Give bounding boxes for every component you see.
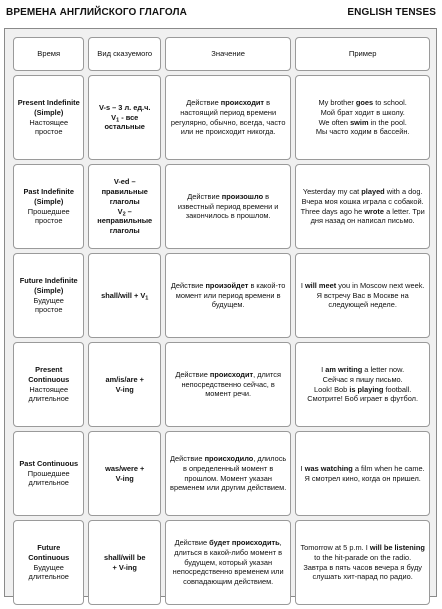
- meaning-keyword: происходит: [220, 97, 265, 107]
- example-verb: am writing: [325, 364, 363, 374]
- form-text: глаголы: [109, 226, 140, 236]
- example-cell: [295, 431, 430, 516]
- form-text: shall/will be: [103, 552, 146, 562]
- meaning-text: , длиться в какой-либо момент в будущем, который указан непосредственно временем или совпадающим действием.: [172, 538, 284, 587]
- tense-name-ru: простое: [35, 216, 63, 226]
- tense-name-ru: длительное: [28, 478, 69, 488]
- tenses-table: [9, 33, 434, 609]
- tense-name-en: Continuous: [28, 374, 70, 384]
- form-cell: [88, 75, 161, 160]
- table-row: [13, 520, 430, 605]
- example-text: We often: [318, 117, 351, 127]
- form-text: V: [111, 112, 117, 122]
- page-title-ru: ВРЕМЕНА АНГЛИЙСКОГО ГЛАГОЛА: [6, 6, 187, 18]
- example-cell: [295, 342, 430, 427]
- meaning-cell: [165, 342, 291, 427]
- example-text: Tomorrow at 5 p.m. I: [300, 542, 370, 552]
- example-verb: is playing: [349, 384, 384, 394]
- tense-name-ru: простое: [35, 127, 63, 137]
- example-translation: Сейчас я пишу письмо.: [322, 374, 403, 384]
- example-verb: played: [361, 186, 385, 196]
- example-text: Yesterday my cat: [302, 186, 362, 196]
- form-text: неправильные: [97, 216, 153, 226]
- example-text: a film when he came.: [352, 463, 425, 473]
- form-text: глаголы: [109, 196, 140, 206]
- tense-name-ru: Прошедшее: [27, 468, 70, 478]
- meaning-keyword: будет происходить: [209, 538, 280, 548]
- form-cell: [88, 431, 161, 516]
- meaning-text: в настоящий период времени регулярно, обычно, всегда, часто или не происходит никогда.: [170, 97, 286, 137]
- tense-name-ru: Будущее: [33, 295, 64, 305]
- example-verb: wrote: [364, 206, 385, 216]
- example-verb: will meet: [304, 280, 337, 290]
- tense-name-en: Future Indefinite: [19, 275, 78, 285]
- example-text: you in Moscow next week. Я встречу Вас в Москве на следующей неделе.: [316, 280, 425, 310]
- tense-cell: [13, 253, 84, 338]
- example-translation: Я смотрел кино, когда он пришел.: [304, 473, 421, 483]
- form-text: V-ed –: [113, 177, 136, 187]
- meaning-text: Действие: [174, 538, 210, 548]
- meaning-cell: [165, 164, 291, 249]
- meaning-text: Действие: [186, 97, 221, 107]
- example-text: to the hit-parade on the radio.: [314, 552, 412, 562]
- form-text: правильные: [101, 186, 148, 196]
- tense-name-ru: Настоящее: [29, 117, 69, 127]
- example-verb: swim: [350, 117, 369, 127]
- tense-cell: [13, 431, 84, 516]
- tense-name-ru: простое: [35, 305, 63, 315]
- meaning-cell: [165, 431, 291, 516]
- example-verb: was watching: [304, 463, 353, 473]
- example-cell: [295, 520, 430, 605]
- meaning-text: , длилось в определенный момент в прошлом. Момент указан временем или другим действием.: [170, 453, 287, 493]
- tense-name-en: (Simple): [34, 107, 64, 117]
- meaning-cell: [165, 253, 291, 338]
- table-row: [13, 164, 430, 249]
- example-translation: Мой брат ходит в школу.: [320, 107, 405, 117]
- form-text: was/were +: [105, 463, 145, 473]
- example-text: a letter now.: [362, 364, 405, 374]
- table-row: [13, 342, 430, 427]
- meaning-text: в какой-то момент или период времени в будущем.: [175, 280, 286, 310]
- meaning-keyword: происходило: [204, 453, 254, 463]
- column-header-form: Вид сказуемого: [88, 37, 161, 71]
- tense-name-en: (Simple): [34, 196, 64, 206]
- tense-name-en: Present Indefinite: [17, 97, 80, 107]
- form-text: V-ing: [115, 473, 134, 483]
- tense-name-en: (Simple): [34, 285, 64, 295]
- example-text: to school.: [373, 97, 407, 107]
- tense-name-ru: Будущее: [33, 562, 64, 572]
- example-cell: [295, 253, 430, 338]
- form-subscript: 1: [145, 295, 149, 302]
- example-verb: will be listening: [369, 542, 425, 552]
- form-cell: [88, 342, 161, 427]
- meaning-cell: [165, 520, 291, 605]
- table-row: [13, 75, 430, 160]
- example-text: I: [321, 364, 326, 374]
- meaning-text: Действие: [170, 280, 206, 290]
- tense-name-en: Future Continuous: [28, 542, 70, 562]
- example-cell: [295, 75, 430, 160]
- form-text: остальные: [104, 122, 145, 132]
- meaning-text: Действие: [187, 191, 222, 201]
- tense-cell: [13, 520, 84, 605]
- table-frame: [4, 28, 437, 597]
- example-cell: [295, 164, 430, 249]
- example-translation: Завтра в пять часов вечера я буду слушать хит-парад по радио.: [303, 562, 422, 582]
- tense-cell: [13, 75, 84, 160]
- tense-cell: [13, 342, 84, 427]
- example-text: with a dog. Вчера моя кошка играла с собакой.: [301, 186, 424, 206]
- example-text: I: [300, 280, 305, 290]
- form-text: V: [117, 206, 123, 216]
- example-text: I: [300, 463, 305, 473]
- tense-name-en: Past Indefinite: [23, 186, 74, 196]
- meaning-text: , длится непосредственно сейчас, в момент речи.: [181, 369, 281, 399]
- tense-name-ru: Настоящее: [29, 384, 69, 394]
- form-text: V-ing: [115, 384, 134, 394]
- column-header-example: Пример: [295, 37, 430, 71]
- page-header: [6, 4, 436, 20]
- example-text: Look! Bob: [313, 384, 350, 394]
- example-translation: Мы часто ходим в бассейн.: [315, 127, 410, 137]
- tense-name-en: Present: [35, 364, 63, 374]
- example-text: football.: [383, 384, 412, 394]
- meaning-keyword: происходит: [209, 369, 254, 379]
- form-text: am/is/are +: [105, 374, 144, 384]
- tense-cell: [13, 164, 84, 249]
- example-text: a letter. Три дня назад он написал письмо.: [310, 206, 425, 226]
- meaning-keyword: произошло: [221, 191, 264, 201]
- meaning-text: в известный период времени и закончилось в прошлом.: [177, 191, 279, 221]
- form-text: + V-ing: [112, 562, 137, 572]
- tense-name-ru: Прошедшее: [27, 206, 70, 216]
- meaning-cell: [165, 75, 291, 160]
- meaning-text: Действие: [175, 369, 210, 379]
- table-row: [13, 253, 430, 338]
- form-cell: [88, 164, 161, 249]
- tense-name-en: Past Continuous: [19, 458, 79, 468]
- column-header-tense: Время: [13, 37, 84, 71]
- tense-name-ru: длительное: [28, 572, 69, 582]
- example-text: My brother: [318, 97, 356, 107]
- table-header-row: [13, 37, 430, 71]
- form-cell: [88, 520, 161, 605]
- example-text: in the pool.: [368, 117, 407, 127]
- column-header-meaning: Значение: [165, 37, 291, 71]
- form-text: V-s – 3 л. ед.ч.: [98, 102, 151, 112]
- table-row: [13, 431, 430, 516]
- form-subscript: 1: [116, 117, 120, 124]
- meaning-keyword: произойдет: [205, 280, 249, 290]
- form-subscript: 2: [122, 211, 126, 217]
- form-cell: [88, 253, 161, 338]
- example-verb: goes: [355, 97, 374, 107]
- form-text: shall/will + V: [101, 290, 146, 300]
- form-text: –: [125, 206, 132, 216]
- form-text: - все: [119, 112, 139, 122]
- meaning-text: Действие: [170, 453, 205, 463]
- example-text: Three days ago he: [300, 206, 365, 216]
- tense-name-ru: длительное: [28, 394, 69, 404]
- example-translation: Смотрите! Боб играет в футбол.: [307, 394, 419, 404]
- page-title-en: ENGLISH TENSES: [347, 6, 436, 18]
